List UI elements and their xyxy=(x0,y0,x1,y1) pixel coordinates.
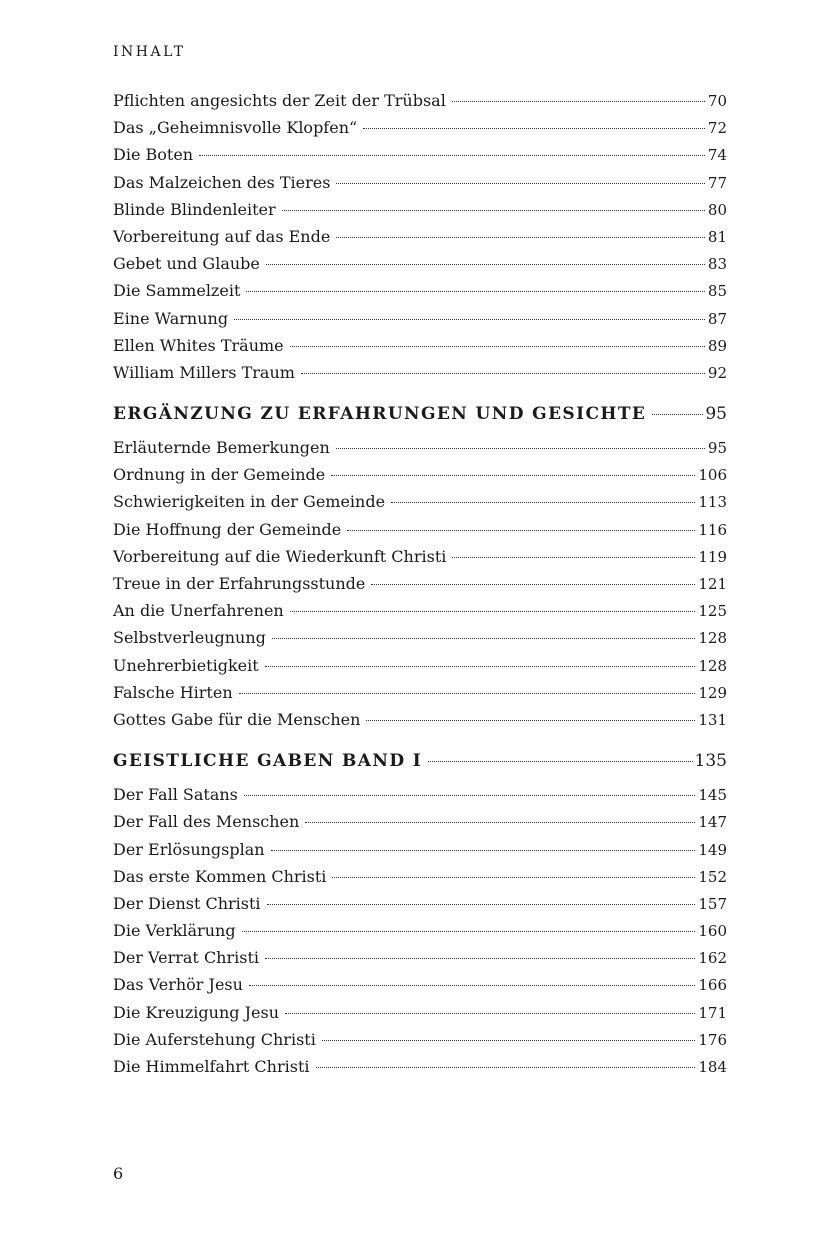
section-page: 95 xyxy=(705,404,727,425)
entry-title: Der Fall des Menschen xyxy=(113,812,300,832)
dot-leader xyxy=(336,237,705,238)
toc-entry xyxy=(113,867,727,894)
entry-title: Die Hoffnung der Gemeinde xyxy=(113,519,342,539)
toc-entry xyxy=(113,785,727,812)
toc-entry xyxy=(113,145,727,172)
entry-title: Das „Geheimnisvolle Klopfen“ xyxy=(113,118,358,138)
entry-title: Das Verhör Jesu xyxy=(113,975,243,995)
dot-leader xyxy=(242,931,696,932)
entry-page: 80 xyxy=(707,200,727,219)
toc-entry xyxy=(113,710,727,737)
entry-title: Unehrerbietigkeit xyxy=(113,655,259,675)
entry-title: Falsche Hirten xyxy=(113,682,233,702)
dot-leader xyxy=(652,414,703,415)
entry-title: Vorbereitung auf die Wiederkunft Christi xyxy=(113,546,447,566)
entry-title: Die Sammelzeit xyxy=(113,281,241,301)
dot-leader xyxy=(366,720,695,721)
entry-title: Das erste Kommen Christi xyxy=(113,866,327,886)
toc-entry xyxy=(113,921,727,948)
entry-title: Das Malzeichen des Tieres xyxy=(113,172,331,192)
entry-title: Erläuternde Bemerkungen xyxy=(113,438,330,458)
dot-leader xyxy=(305,822,695,823)
entry-title: Treue in der Erfahrungsstunde xyxy=(113,574,366,593)
toc-entry xyxy=(113,309,727,336)
entry-title: Pflichten angesichts der Zeit der Trübsal xyxy=(113,91,446,110)
entry-page: 157 xyxy=(698,894,727,913)
running-header: INHALT xyxy=(113,44,186,60)
entry-title: Schwierigkeiten in der Gemeinde xyxy=(113,492,386,512)
dot-leader xyxy=(282,210,705,211)
toc-entry xyxy=(113,438,727,465)
dot-leader xyxy=(199,155,705,156)
entry-title: Gebet und Glaube xyxy=(113,254,260,274)
table-of-contents xyxy=(113,91,727,1084)
toc-entry xyxy=(113,492,727,519)
entry-page: 95 xyxy=(707,439,727,458)
toc-entry xyxy=(113,227,727,254)
entry-page: 113 xyxy=(698,493,727,512)
section-title: ERGÄNZUNG ZU ERFAHRUNGEN UND GESICHTE xyxy=(113,404,647,425)
toc-section-heading xyxy=(113,404,727,434)
entry-title: Die Auferstehung Christi xyxy=(113,1029,316,1049)
dot-leader xyxy=(239,693,696,694)
dot-leader xyxy=(234,319,705,320)
toc-entry xyxy=(113,840,727,867)
dot-leader xyxy=(271,850,696,851)
toc-group-1 xyxy=(113,91,727,390)
toc-entry xyxy=(113,118,727,145)
toc-entry xyxy=(113,601,727,628)
toc-entry xyxy=(113,683,727,710)
toc-entry xyxy=(113,336,727,363)
entry-title: Blinde Blindenleiter xyxy=(113,199,276,219)
entry-page: 74 xyxy=(707,146,727,165)
entry-page: 116 xyxy=(698,520,727,539)
dot-leader xyxy=(371,584,695,585)
entry-title: Der Dienst Christi xyxy=(113,893,261,913)
dot-leader xyxy=(267,904,696,905)
dot-leader xyxy=(322,1040,696,1041)
entry-title: Selbstverleugnung xyxy=(113,628,266,648)
entry-page: 128 xyxy=(698,656,727,675)
entry-page: 125 xyxy=(698,602,727,621)
entry-page: 121 xyxy=(698,575,727,593)
entry-title: Ordnung in der Gemeinde xyxy=(113,465,326,485)
entry-page: 106 xyxy=(698,466,727,485)
entry-page: 85 xyxy=(707,282,727,301)
toc-entry xyxy=(113,1057,727,1084)
entry-title: An die Unerfahrenen xyxy=(113,601,284,621)
dot-leader xyxy=(347,530,695,531)
entry-page: 152 xyxy=(698,867,727,886)
entry-page: 72 xyxy=(707,119,727,138)
entry-page: 166 xyxy=(698,976,727,995)
toc-entry xyxy=(113,628,727,655)
dot-leader xyxy=(301,373,705,374)
dot-leader xyxy=(452,557,695,558)
toc-entry xyxy=(113,894,727,921)
entry-title: Der Fall Satans xyxy=(113,785,238,805)
toc-entry xyxy=(113,173,727,200)
entry-page: 171 xyxy=(698,1003,727,1022)
toc-entry xyxy=(113,656,727,683)
dot-leader xyxy=(452,101,705,102)
dot-leader xyxy=(391,502,695,503)
toc-entry xyxy=(113,812,727,839)
entry-page: 81 xyxy=(707,227,727,246)
toc-entry xyxy=(113,465,727,492)
toc-entry xyxy=(113,520,727,547)
entry-page: 77 xyxy=(707,173,727,192)
entry-page: 184 xyxy=(698,1058,727,1076)
toc-entry xyxy=(113,547,727,574)
entry-title: Gottes Gabe für die Menschen xyxy=(113,709,361,729)
dot-leader xyxy=(290,346,705,347)
entry-page: 92 xyxy=(707,363,727,382)
entry-page: 145 xyxy=(698,786,727,805)
section-page: 135 xyxy=(694,751,727,772)
entry-title: Der Verrat Christi xyxy=(113,948,260,968)
toc-group-3 xyxy=(113,785,727,1084)
entry-title: Die Himmelfahrt Christi xyxy=(113,1057,310,1076)
toc-section-heading xyxy=(113,751,727,781)
entry-page: 119 xyxy=(698,547,727,566)
entry-page: 128 xyxy=(698,629,727,648)
dot-leader xyxy=(285,1013,695,1014)
dot-leader xyxy=(363,128,705,129)
dot-leader xyxy=(266,264,705,265)
entry-title: Die Verklärung xyxy=(113,921,236,941)
entry-page: 83 xyxy=(707,255,727,274)
entry-page: 131 xyxy=(698,710,727,729)
toc-entry xyxy=(113,363,727,390)
entry-page: 70 xyxy=(707,92,727,110)
dot-leader xyxy=(249,985,695,986)
dot-leader xyxy=(428,761,692,762)
toc-entry xyxy=(113,281,727,308)
toc-entry xyxy=(113,1030,727,1057)
toc-entry xyxy=(113,200,727,227)
dot-leader xyxy=(265,958,695,959)
toc-entry xyxy=(113,948,727,975)
entry-title: William Millers Traum xyxy=(113,362,295,382)
toc-entry xyxy=(113,1003,727,1030)
toc-entry xyxy=(113,975,727,1002)
dot-leader xyxy=(316,1067,696,1068)
toc-entry xyxy=(113,254,727,281)
toc-entry xyxy=(113,574,727,601)
dot-leader xyxy=(272,638,695,639)
entry-page: 129 xyxy=(698,683,727,702)
entry-title: Die Boten xyxy=(113,145,194,165)
entry-title: Die Kreuzigung Jesu xyxy=(113,1002,279,1022)
dot-leader xyxy=(246,291,705,292)
entry-page: 160 xyxy=(698,922,727,941)
entry-page: 149 xyxy=(698,840,727,859)
toc-entry xyxy=(113,91,727,118)
entry-title: Der Erlösungsplan xyxy=(113,839,265,859)
entry-page: 162 xyxy=(698,949,727,968)
dot-leader xyxy=(290,611,696,612)
dot-leader xyxy=(265,666,696,667)
entry-page: 147 xyxy=(698,813,727,832)
page-number: 6 xyxy=(113,1164,124,1183)
entry-page: 176 xyxy=(698,1030,727,1049)
dot-leader xyxy=(336,448,705,449)
entry-title: Vorbereitung auf das Ende xyxy=(113,226,331,246)
entry-page: 89 xyxy=(707,336,727,355)
entry-title: Eine Warnung xyxy=(113,308,229,328)
entry-page: 87 xyxy=(707,309,727,328)
dot-leader xyxy=(244,795,695,796)
entry-title: Ellen Whites Träume xyxy=(113,335,284,355)
dot-leader xyxy=(332,877,695,878)
dot-leader xyxy=(336,183,704,184)
toc-group-2 xyxy=(113,438,727,737)
dot-leader xyxy=(331,475,695,476)
section-title: GEISTLICHE GABEN BAND I xyxy=(113,751,423,772)
